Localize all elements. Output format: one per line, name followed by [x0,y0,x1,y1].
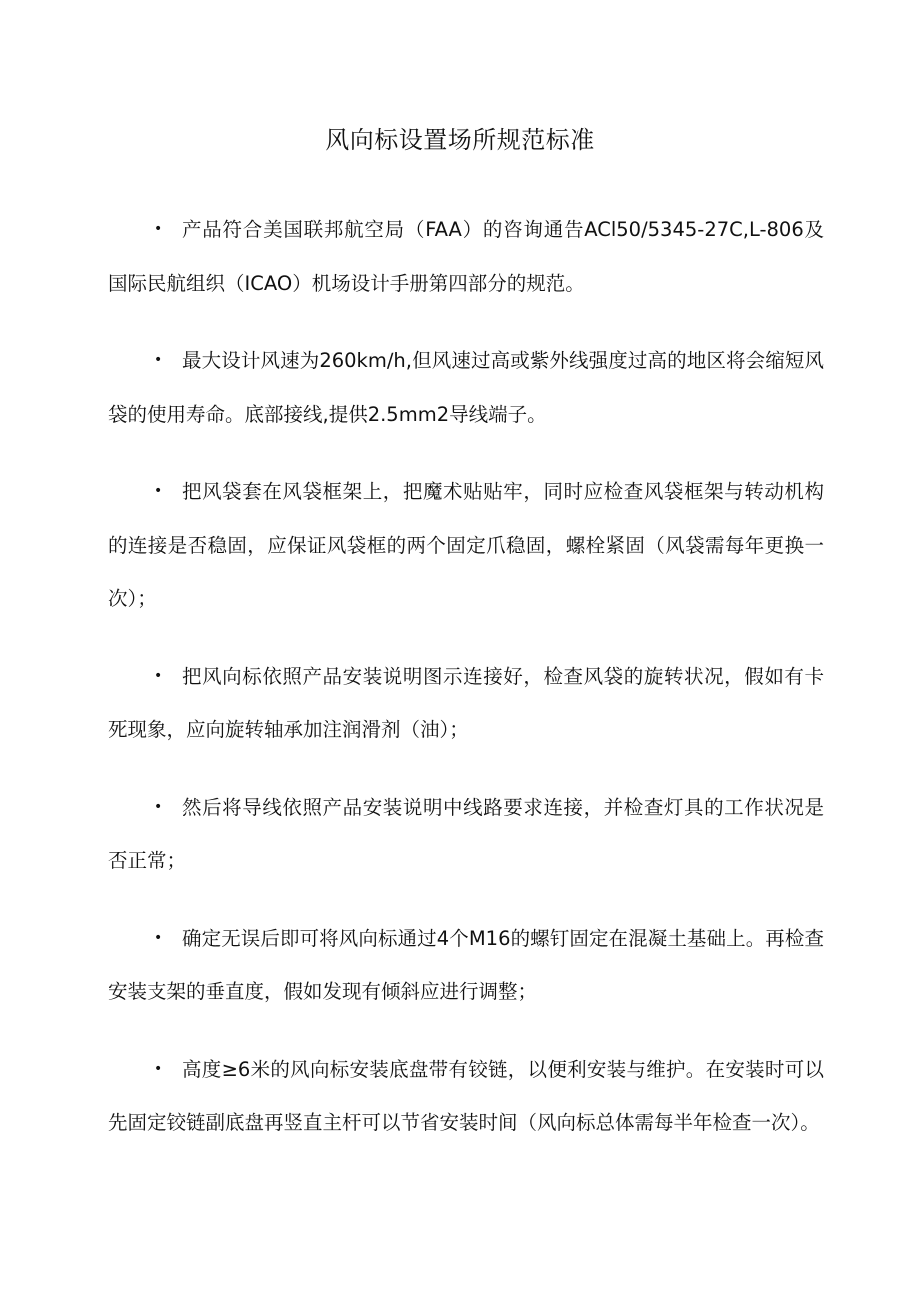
paragraph-text: 把风向标依照产品安装说明图示连接好，检查风袋的旋转状况，假如有卡死现象，应向旋转轴承加注润滑剂（油）； [108,664,824,741]
bullet-icon: • [154,929,163,946]
bullet-icon: • [154,667,163,684]
page-title: 风向标设置场所规范标准 [325,126,595,154]
paragraph-text: 把风袋套在风袋框架上，把魔术贴贴牢，同时应检查风袋框架与转动机构的连接是否稳固，应保证风袋框的两个固定爪稳固，螺栓紧固（风袋需每年更换一次）； [108,480,824,610]
paragraph [108,781,824,888]
paragraph [108,650,824,757]
bullet-icon: • [154,221,163,237]
bullet-icon: • [154,483,163,499]
bullet-icon: • [154,798,163,815]
paragraph-text: 然后将导线依照产品安装说明中线路要求连接，并检查灯具的工作状况是否正常； [108,795,824,872]
bullet-icon: • [154,1060,163,1077]
paragraph [108,1043,824,1150]
paragraph-text: 产品符合美国联邦航空局（FAA）的咨询通告ACl50/5345-27C,L-806及国际民航组织（ICAO）机场设计手册第四部分的规范。 [108,218,824,295]
paragraph [108,334,824,441]
paragraph [108,203,824,310]
paragraph [108,912,824,1019]
paragraph [108,465,824,626]
paragraph-text: 最大设计风速为260km∕h,但风速过高或紫外线强度过高的地区将会缩短风袋的使用寿命。底部接线,提供2.5mm2导线端子。 [108,349,824,426]
bullet-icon: • [154,352,163,368]
paragraph-text: 高度≥6米的风向标安装底盘带有铰链，以便利安装与维护。在安装时可以先固定铰链副底盘再竖直主杆可以节省安装时间（风向标总体需每半年检查一次）。 [108,1057,824,1134]
document-body [108,203,824,1174]
paragraph-text: 确定无误后即可将风向标通过4个M16的螺钉固定在混凝土基础上。再检查安装支架的垂直度，假如发现有倾斜应进行调整； [108,926,824,1003]
